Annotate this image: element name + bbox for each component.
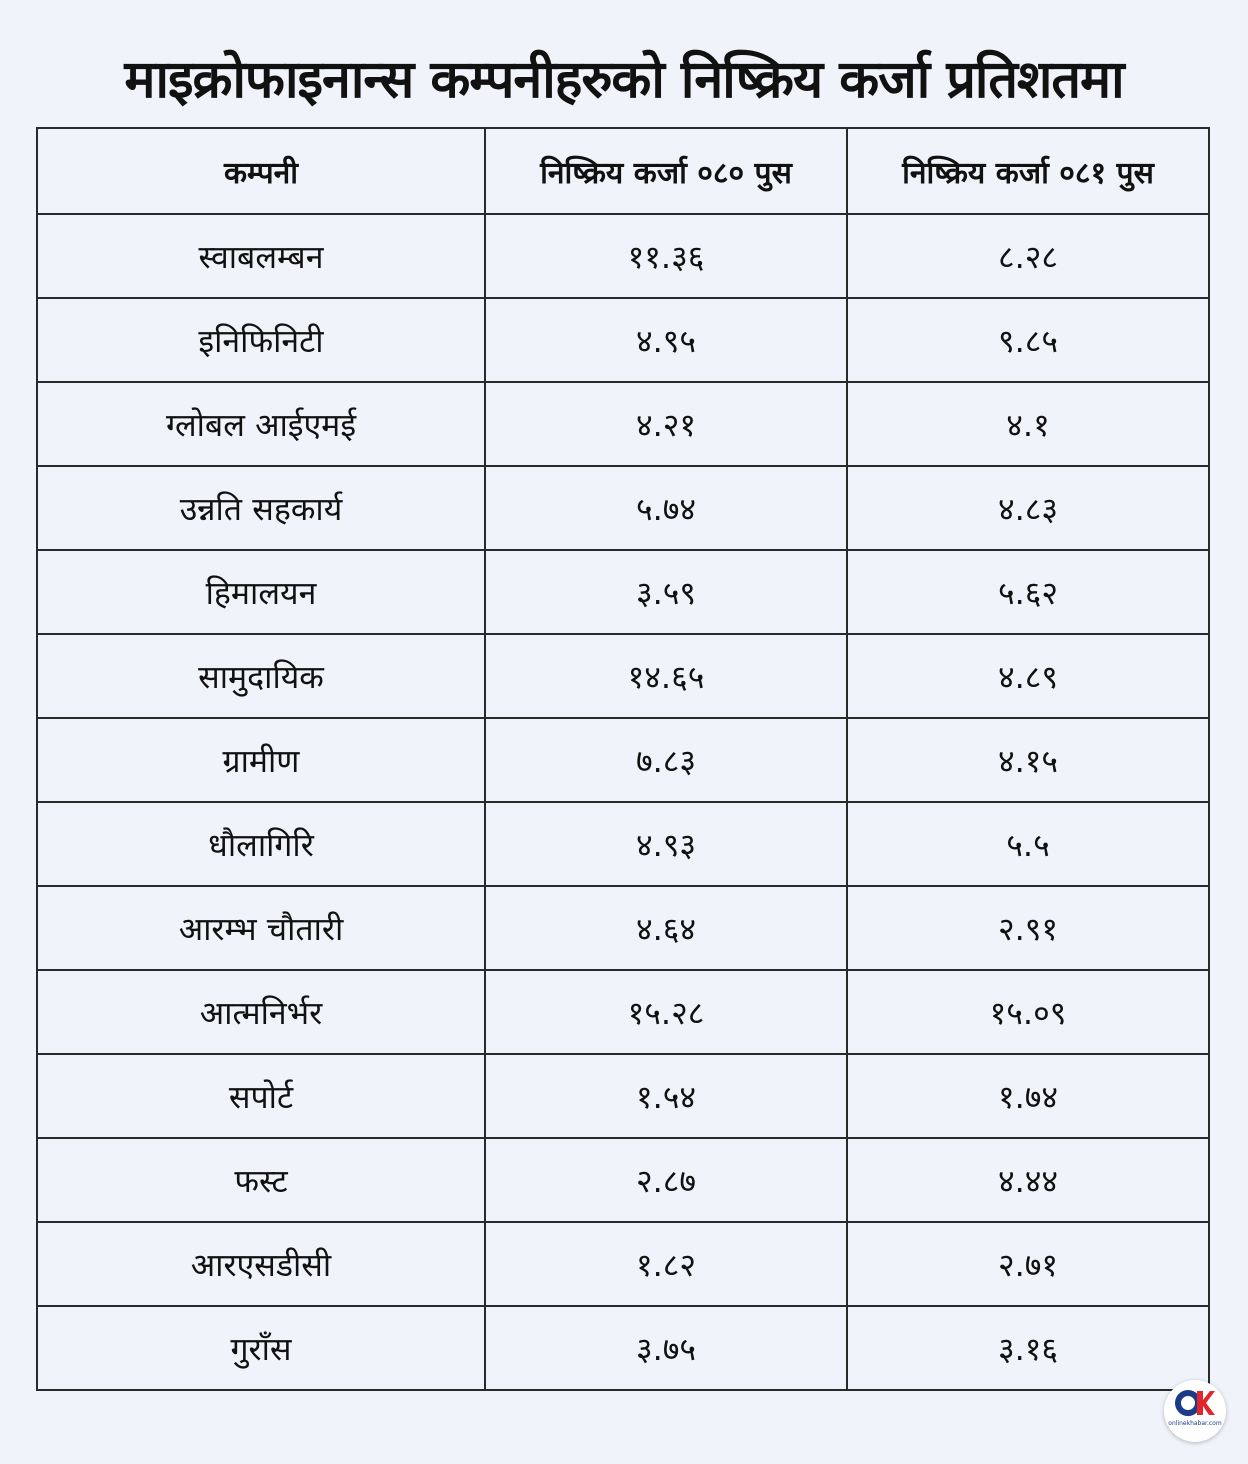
- cell-npl-080: १.८२: [485, 1222, 847, 1306]
- cell-npl-080: ३.५९: [485, 550, 847, 634]
- cell-npl-080: ४.२१: [485, 382, 847, 466]
- ok-logo-icon: [1175, 1388, 1215, 1418]
- column-header-npl-081: निष्क्रिय कर्जा ०८१ पुस: [847, 128, 1209, 214]
- table-row: [37, 886, 1209, 970]
- table-row: [37, 382, 1209, 466]
- table-row: [37, 802, 1209, 886]
- cell-company: सपोर्ट: [37, 1054, 485, 1138]
- cell-npl-081: ४.८३: [847, 466, 1209, 550]
- table-body: [37, 214, 1209, 1390]
- cell-npl-080: ७.८३: [485, 718, 847, 802]
- cell-company: उन्नति सहकार्य: [37, 466, 485, 550]
- table-row: [37, 550, 1209, 634]
- cell-company: आरम्भ चौतारी: [37, 886, 485, 970]
- cell-company: स्वाबलम्बन: [37, 214, 485, 298]
- table-row: [37, 1222, 1209, 1306]
- table-row: [37, 1306, 1209, 1390]
- cell-company: आरएसडीसी: [37, 1222, 485, 1306]
- column-header-npl-080: निष्क्रिय कर्जा ०८० पुस: [485, 128, 847, 214]
- cell-npl-081: १५.०९: [847, 970, 1209, 1054]
- page-title: माइक्रोफाइनान्स कम्पनीहरुको निष्क्रिय कर्जा प्रतिशतमा: [124, 50, 1124, 110]
- cell-company: हिमालयन: [37, 550, 485, 634]
- cell-company: आत्मनिर्भर: [37, 970, 485, 1054]
- cell-npl-081: ९.८५: [847, 298, 1209, 382]
- cell-npl-080: ५.७४: [485, 466, 847, 550]
- table-row: [37, 634, 1209, 718]
- cell-npl-081: २.७१: [847, 1222, 1209, 1306]
- cell-npl-081: ५.६२: [847, 550, 1209, 634]
- cell-company: ग्लोबल आईएमई: [37, 382, 485, 466]
- cell-company: गुराँस: [37, 1306, 485, 1390]
- cell-npl-081: ३.१६: [847, 1306, 1209, 1390]
- table-row: [37, 214, 1209, 298]
- table-row: [37, 718, 1209, 802]
- cell-npl-080: ४.६४: [485, 886, 847, 970]
- cell-npl-080: १४.६५: [485, 634, 847, 718]
- logo-caption: onlinekhabar.com: [1168, 1420, 1222, 1427]
- cell-company: इनिफिनिटी: [37, 298, 485, 382]
- cell-npl-080: २.८७: [485, 1138, 847, 1222]
- cell-npl-081: ४.८९: [847, 634, 1209, 718]
- cell-npl-081: ५.५: [847, 802, 1209, 886]
- table-header: [37, 128, 1209, 214]
- cell-npl-081: ४.१: [847, 382, 1209, 466]
- table-row: [37, 298, 1209, 382]
- cell-npl-080: ४.९५: [485, 298, 847, 382]
- cell-npl-081: २.९१: [847, 886, 1209, 970]
- npl-table: [36, 127, 1210, 1391]
- cell-npl-080: ४.९३: [485, 802, 847, 886]
- cell-company: फस्ट: [37, 1138, 485, 1222]
- table-row: [37, 970, 1209, 1054]
- table-row: [37, 1054, 1209, 1138]
- column-header-company: कम्पनी: [37, 128, 485, 214]
- cell-npl-081: ४.४४: [847, 1138, 1209, 1222]
- cell-npl-081: १.७४: [847, 1054, 1209, 1138]
- cell-company: सामुदायिक: [37, 634, 485, 718]
- header-row: [37, 128, 1209, 214]
- table-row: [37, 1138, 1209, 1222]
- onlinekhabar-logo: [1164, 1380, 1226, 1442]
- cell-npl-081: ४.१५: [847, 718, 1209, 802]
- cell-npl-080: ३.७५: [485, 1306, 847, 1390]
- cell-npl-080: १५.२८: [485, 970, 847, 1054]
- cell-npl-080: ११.३६: [485, 214, 847, 298]
- table-row: [37, 466, 1209, 550]
- cell-npl-080: १.५४: [485, 1054, 847, 1138]
- cell-company: धौलागिरि: [37, 802, 485, 886]
- cell-npl-081: ८.२८: [847, 214, 1209, 298]
- cell-company: ग्रामीण: [37, 718, 485, 802]
